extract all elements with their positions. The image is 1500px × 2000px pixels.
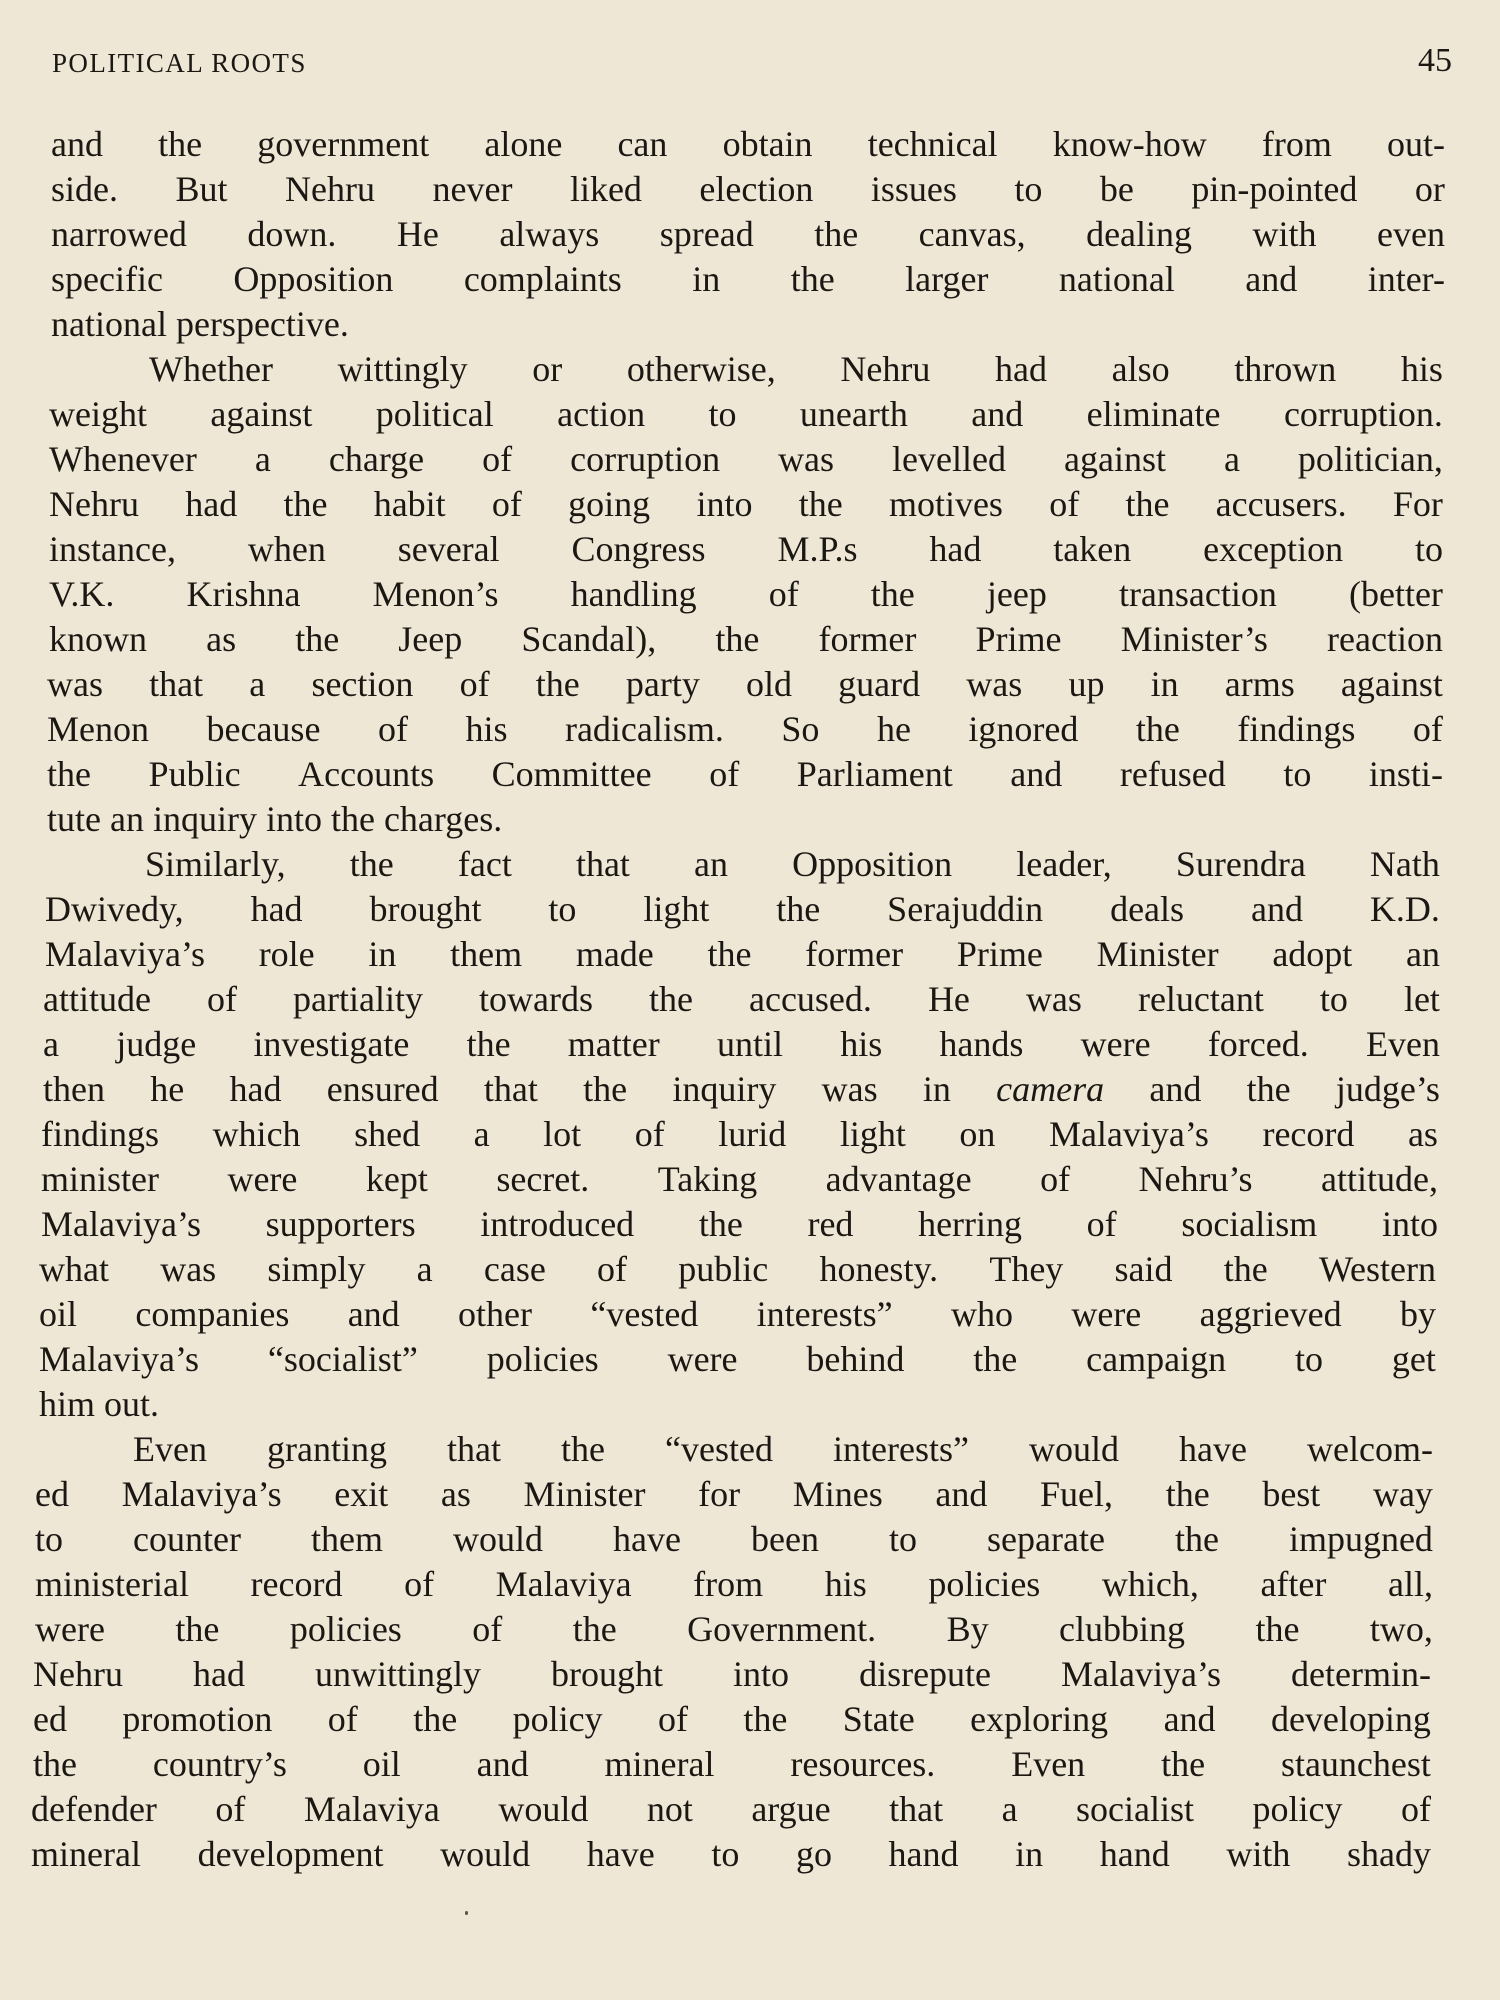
text-line: Whenever a charge of corruption was levelled against a politician, [49, 439, 1443, 479]
text-line: Malaviya’s supporters introduced the red herring of socialism into [41, 1204, 1438, 1244]
text-line: Nehru had the habit of going into the motives of the accusers. For [49, 484, 1443, 524]
text-line: defender of Malaviya would not argue that a socialist policy of [31, 1789, 1431, 1829]
text-line: Dwivedy, had brought to light the Serajuddin deals and K.D. [45, 889, 1440, 929]
scan-mark [465, 1911, 468, 1915]
text-line: specific Opposition complaints in the larger national and inter- [51, 259, 1445, 299]
text-line: then he had ensured that the inquiry was in camera and the judge’s [43, 1069, 1440, 1109]
text-line: what was simply a case of public honesty. They said the Western [39, 1249, 1436, 1289]
text-line: Whether wittingly or otherwise, Nehru had also thrown his [149, 349, 1443, 389]
text-line: weight against political action to unearth and eliminate corruption. [49, 394, 1443, 434]
text-line: Even granting that the “vested interests” would have welcom- [133, 1429, 1433, 1469]
text-line: mineral development would have to go hand in hand with shady [31, 1834, 1431, 1874]
text-line: oil companies and other “vested interests” who were aggrieved by [39, 1294, 1436, 1334]
text-line: instance, when several Congress M.P.s had taken exception to [49, 529, 1443, 569]
text-line: him out. [39, 1384, 160, 1424]
text-line: ed promotion of the policy of the State exploring and developing [33, 1699, 1431, 1739]
text-line: was that a section of the party old guard was up in arms against [47, 664, 1443, 704]
text-line: side. But Nehru never liked election issues to be pin-pointed or [51, 169, 1445, 209]
text-line: Malaviya’s role in them made the former Prime Minister adopt an [45, 934, 1440, 974]
text-line: ministerial record of Malaviya from his policies which, after all, [35, 1564, 1433, 1604]
text-line: minister were kept secret. Taking advantage of Nehru’s attitude, [41, 1159, 1438, 1199]
text-line: V.K. Krishna Menon’s handling of the jeep transaction (better [49, 574, 1443, 614]
text-line: the Public Accounts Committee of Parliament and refused to insti- [47, 754, 1443, 794]
text-line: ed Malaviya’s exit as Minister for Mines and Fuel, the best way [35, 1474, 1433, 1514]
text-line: Similarly, the fact that an Opposition leader, Surendra Nath [145, 844, 1440, 884]
text-line: findings which shed a lot of lurid light on Malaviya’s record as [41, 1114, 1438, 1154]
page-number: 45 [1418, 42, 1452, 79]
text-line: national perspective. [51, 304, 349, 344]
running-head: POLITICAL ROOTS [52, 48, 307, 78]
text-line: tute an inquiry into the charges. [47, 799, 503, 839]
text-line: to counter them would have been to separate the impugned [35, 1519, 1433, 1559]
text-line: a judge investigate the matter until his hands were forced. Even [43, 1024, 1440, 1064]
text-line: Malaviya’s “socialist” policies were behind the campaign to get [39, 1339, 1436, 1379]
text-line: Nehru had unwittingly brought into disrepute Malaviya’s determin- [33, 1654, 1431, 1694]
text-line: known as the Jeep Scandal), the former Prime Minister’s reaction [49, 619, 1443, 659]
text-line: Menon because of his radicalism. So he ignored the findings of [47, 709, 1443, 749]
text-line: narrowed down. He always spread the canvas, dealing with even [51, 214, 1445, 254]
text-line: were the policies of the Government. By clubbing the two, [35, 1609, 1433, 1649]
text-line: attitude of partiality towards the accused. He was reluctant to let [43, 979, 1440, 1019]
text-line: and the government alone can obtain technical know-how from out- [51, 124, 1445, 164]
text-line: the country’s oil and mineral resources. Even the staunchest [33, 1744, 1431, 1784]
